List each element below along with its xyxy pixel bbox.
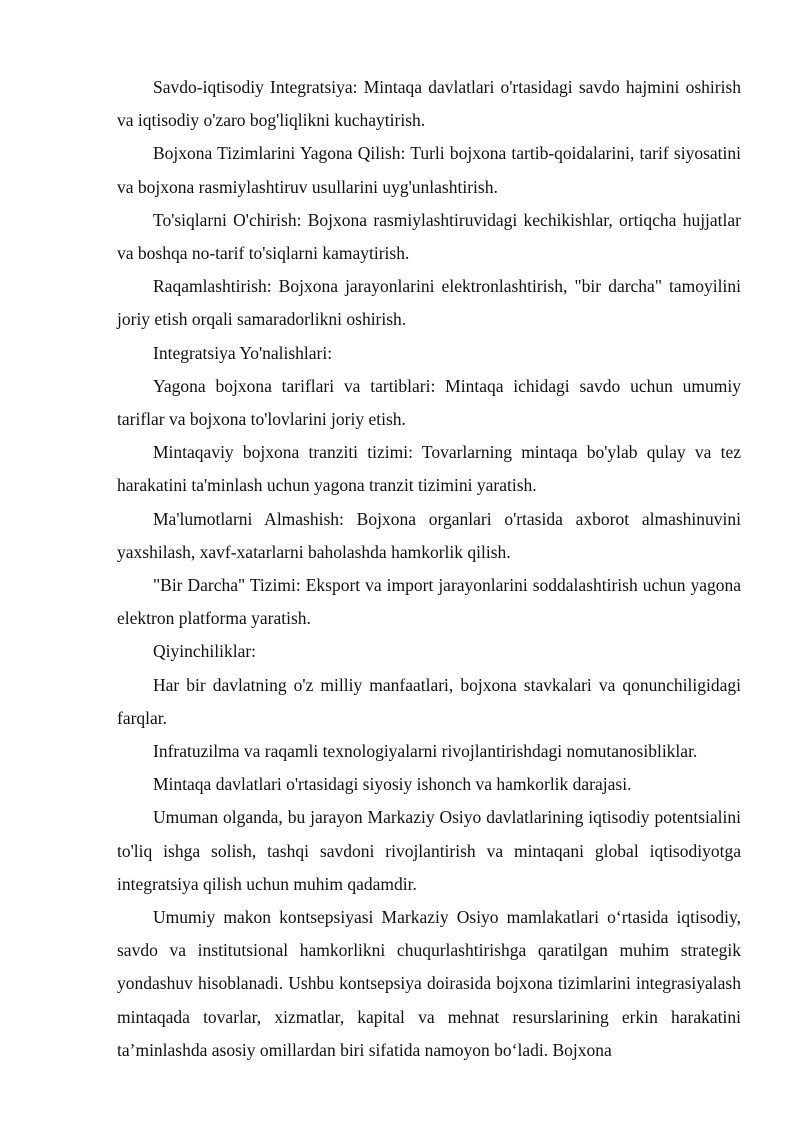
paragraph-barrier-removal: To'siqlarni O'chirish: Bojxona rasmiylashtiruvidagi kechikishlar, ortiqcha hujjatlar va boshqa no-tarif to'siqlarni kamaytirish. [117,209,741,264]
paragraph-digitalization: Raqamlashtirish: Bojxona jarayonlarini elektronlashtirish, "bir darcha" tamoyilini joriy etish orqali samaradorlikni oshirish. [117,276,741,330]
paragraph-national-interests: Har bir davlatning o'z milliy manfaatlari, bojxona stavkalari va qonunchiligidagi farqlar. [117,674,741,728]
section-heading-challenges: Qiyinchiliklar: [153,641,257,662]
paragraph-single-window: "Bir Darcha" Tizimi: Eksport va import jarayonlarini soddalashtirish uchun yagona elektron platforma yaratish. [117,575,741,629]
document-page [117,71,741,1067]
section-heading-integration-directions: Integratsiya Yo'nalishlari: [153,342,333,363]
paragraph-trade-integration: Savdo-iqtisodiy Integratsiya: Mintaqa davlatlari o'rtasidagi savdo hajmini oshirish va iqtisodiy o'zaro bog'liqlikni kuchaytirish. [117,77,741,131]
paragraph-political-trust: Mintaqa davlatlari o'rtasidagi siyosiy ishonch va hamkorlik darajasi. [153,774,632,795]
paragraph-data-exchange: Ma'lumotlarni Almashish: Bojxona organlari o'rtasida axborot almashinuvini yaxshilash, xavf-xatarlarni baholashda hamkorlik qilish. [117,508,741,562]
paragraph-common-space-concept: Umumiy makon kontsepsiyasi Markaziy Osiyo mamlakatlari o‘rtasida iqtisodiy, savdo va institutsional hamkorlikni chuqurlashtirishga qaratilgan muhim strategik yondashuv hisoblanadi. Ushbu kontsepsiya doirasida bojxona tizimlarini integrasiyalash mintaqada tovarlar, xizmatlar, kapital va mehnat resurslarining erkin harakatini ta’minlashda asosiy omillardan biri sifatida namoyon bo‘ladi. Bojxona [117,907,741,1060]
paragraph-customs-unification: Bojxona Tizimlarini Yagona Qilish: Turli bojxona tartib-qoidalarini, tarif siyosatini va bojxona rasmiylashtiruv usullarini uyg'unlashtirish. [117,143,741,197]
paragraph-regional-transit: Mintaqaviy bojxona tranziti tizimi: Tovarlarning mintaqa bo'ylab qulay va tez harakatini ta'minlash uchun yagona tranzit tizimini yaratish. [117,442,741,496]
paragraph-infrastructure-gaps: Infratuzilma va raqamli texnologiyalarni rivojlantirishdagi nomutanosibliklar. [153,741,698,762]
paragraph-unified-tariffs: Yagona bojxona tariflari va tartiblari: Mintaqa ichidagi savdo uchun umumiy tariflar va bojxona to'lovlarini joriy etish. [117,375,741,430]
paragraph-conclusion: Umuman olganda, bu jarayon Markaziy Osiyo davlatlarining iqtisodiy potentsialini to'liq ishga solish, tashqi savdoni rivojlantirish va mintaqani global iqtisodiyotga integratsiya qilish uchun muhim qadamdir. [117,807,741,894]
